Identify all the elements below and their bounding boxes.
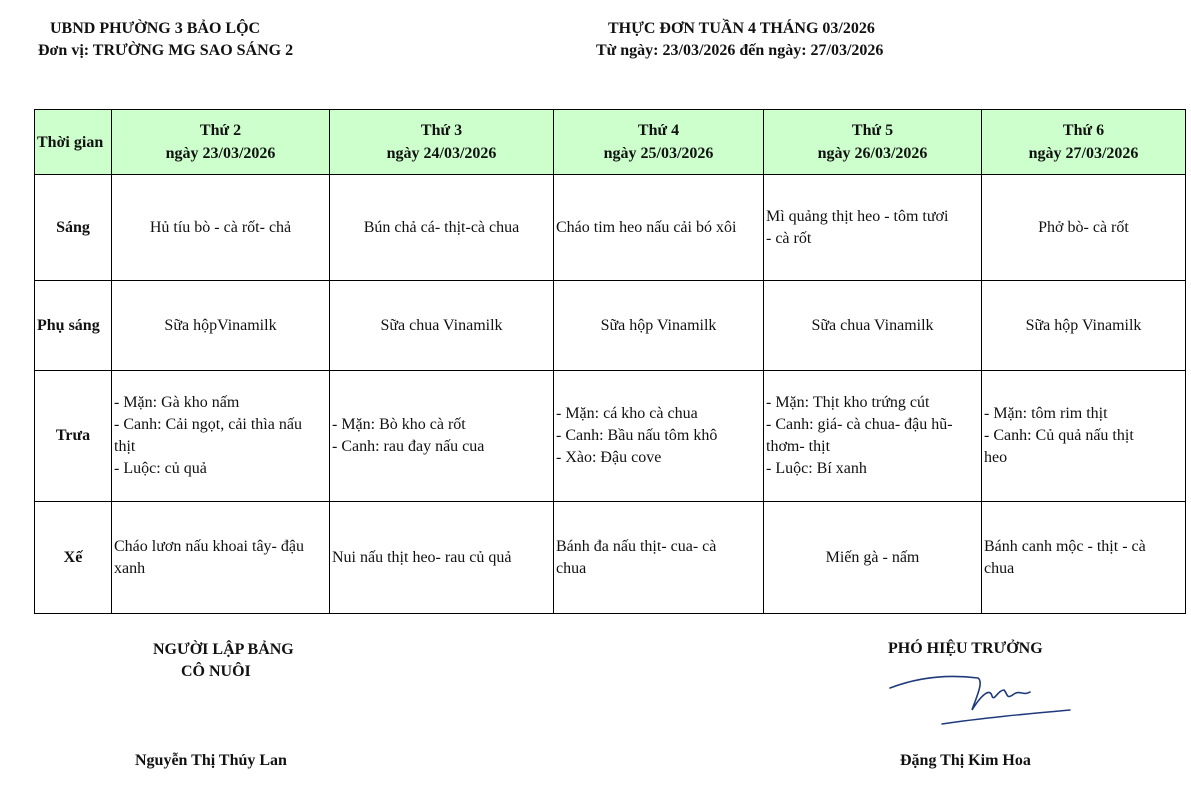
menu-text: - Luộc: củ quả (114, 460, 207, 477)
menu-text: Bánh canh mộc - thịt - cà (984, 537, 1146, 555)
menu-text: Sữa chua Vinamilk (380, 316, 503, 334)
row-label: Trưa (35, 371, 112, 502)
menu-text: Hủ tíu bò - cà rốt- chả (149, 218, 292, 236)
vice-principal-title: PHÓ HIỆU TRƯỞNG (888, 640, 1043, 657)
day-header (764, 110, 982, 175)
menu-text: - Canh: Bầu nấu tôm khô (556, 427, 718, 444)
preparer-role: CÔ NUÔI (181, 663, 251, 680)
menu-cell (112, 175, 330, 281)
weekly-menu-table (34, 109, 1186, 614)
menu-cell (112, 371, 330, 502)
row-label: Sáng (35, 175, 112, 281)
menu-cell (982, 502, 1186, 614)
menu-text: Miến gà - nấm (825, 548, 920, 566)
menu-cell (554, 502, 764, 614)
menu-text: - Xào: Đậu cove (556, 449, 662, 466)
vice-principal-name: Đặng Thị Kim Hoa (900, 752, 1031, 769)
day-header (554, 110, 764, 175)
menu-text: - Canh: Củ quả nấu thịt (984, 427, 1134, 444)
date-range: Từ ngày: 23/03/2026 đến ngày: 27/03/2026 (596, 42, 884, 59)
menu-cell (330, 371, 554, 502)
row-label: Phụ sáng (35, 281, 112, 371)
menu-text: thịt (114, 438, 136, 455)
menu-text: - Mặn: Bò kho cà rốt (332, 416, 466, 433)
day-date: ngày 23/03/2026 (165, 145, 276, 162)
menu-cell (330, 502, 554, 614)
menu-text: Sữa hộpVinamilk (164, 316, 277, 334)
menu-cell (764, 502, 982, 614)
day-header (112, 110, 330, 175)
weekday: Thứ 3 (420, 122, 463, 139)
day-date: ngày 26/03/2026 (817, 145, 928, 162)
day-header (982, 110, 1186, 175)
menu-text: heo (984, 449, 1008, 466)
menu-text: - Canh: rau đay nấu cua (332, 438, 485, 455)
menu-cell (554, 371, 764, 502)
menu-cell (982, 175, 1186, 281)
menu-title-block (596, 18, 883, 62)
handwritten-signature (886, 668, 1076, 730)
menu-title: THỰC ĐƠN TUẦN 4 THÁNG 03/2026 (608, 20, 875, 37)
menu-text: Cháo lươn nấu khoai tây- đậu (114, 537, 304, 555)
weekday: Thứ 2 (199, 122, 242, 139)
menu-text: Sữa chua Vinamilk (811, 316, 934, 334)
menu-cell (330, 175, 554, 281)
weekday: Thứ 4 (637, 122, 680, 139)
table-row-lunch (35, 371, 1186, 502)
menu-text: - Mặn: cá kho cà chua (556, 405, 698, 422)
menu-text: Nui nấu thịt heo- rau củ quả (332, 548, 512, 566)
time-column-header: Thời gian (35, 110, 112, 175)
menu-cell (554, 281, 764, 371)
weekday: Thứ 6 (1062, 122, 1105, 139)
day-date: ngày 25/03/2026 (603, 145, 714, 162)
menu-text: Cháo tim heo nấu cải bó xôi (556, 218, 737, 236)
menu-text: Mì quảng thịt heo - tôm tươi (766, 207, 949, 225)
menu-cell (112, 281, 330, 371)
row-label: Xế (35, 502, 112, 614)
menu-cell (764, 371, 982, 502)
menu-text: thơm- thịt (766, 438, 831, 455)
menu-text: chua (984, 559, 1015, 577)
menu-text: chua (556, 559, 587, 577)
menu-text: Sữa hộp Vinamilk (600, 316, 717, 334)
menu-cell (764, 175, 982, 281)
day-date: ngày 24/03/2026 (386, 145, 497, 162)
weekday: Thứ 5 (851, 122, 894, 139)
menu-cell (330, 281, 554, 371)
menu-cell (764, 281, 982, 371)
menu-cell (982, 371, 1186, 502)
preparer-name: Nguyễn Thị Thúy Lan (135, 752, 287, 769)
menu-text: - Mặn: Thịt kho trứng cút (766, 394, 930, 411)
menu-text: - cà rốt (766, 229, 812, 247)
table-row-morning-snack (35, 281, 1186, 371)
menu-cell (982, 281, 1186, 371)
table-header-row (35, 110, 1186, 175)
org-header (38, 18, 293, 62)
day-date: ngày 27/03/2026 (1028, 145, 1139, 162)
unit-name: Đơn vị: TRƯỜNG MG SAO SÁNG 2 (38, 42, 294, 59)
menu-text: Bánh đa nấu thịt- cua- cà (556, 537, 717, 555)
preparer-title: NGƯỜI LẬP BẢNG (153, 641, 294, 658)
table-row-afternoon-snack (35, 502, 1186, 614)
menu-cell (554, 175, 764, 281)
org-name: UBND PHƯỜNG 3 BẢO LỘC (50, 20, 261, 37)
menu-text: - Canh: Cải ngọt, cải thìa nấu (114, 416, 302, 433)
menu-cell (112, 502, 330, 614)
table-row-breakfast (35, 175, 1186, 281)
menu-text: xanh (114, 559, 146, 577)
menu-text: Bún chả cá- thịt-cà chua (363, 218, 520, 236)
menu-text: Sữa hộp Vinamilk (1025, 316, 1142, 334)
menu-text: - Mặn: tôm rim thịt (984, 405, 1108, 422)
menu-text: Phở bò- cà rốt (1038, 218, 1129, 236)
menu-text: - Canh: giá- cà chua- đậu hũ- (766, 416, 953, 433)
day-header (330, 110, 554, 175)
menu-text: - Mặn: Gà kho nấm (114, 394, 240, 411)
menu-text: - Luộc: Bí xanh (766, 460, 867, 477)
